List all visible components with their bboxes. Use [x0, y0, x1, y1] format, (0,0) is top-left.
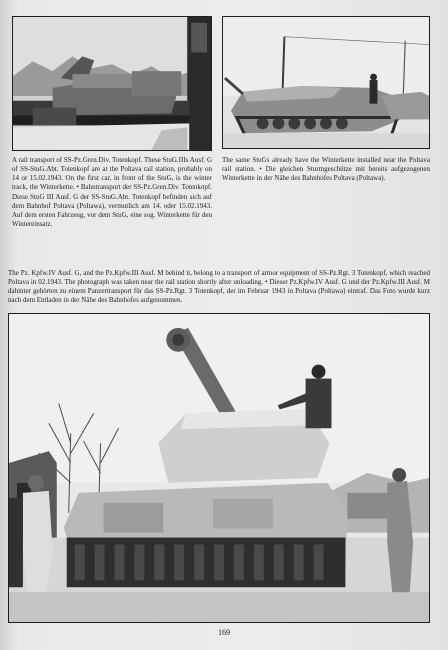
- photo-panzer-iv-poltava-image: [9, 314, 429, 622]
- caption-main-photo-separator: •: [265, 278, 270, 287]
- photo-stug-rail-transport: [12, 16, 212, 151]
- caption-top-left-separator: •: [76, 183, 81, 192]
- photo-stug-winterkette: [222, 16, 430, 149]
- caption-top-right-separator: •: [259, 165, 266, 174]
- caption-top-left-english: A rail transport of SS-Pz.Gren.Div. Totenkopf. These StuG.IIIs Ausf. G of SS-StuG.Abt. Totenkopf are at the Poltava rail station, probably on 14 or 15.02.1943. On the first car, in front of the StuG, is the winter track, the Winterkette.: [12, 156, 212, 192]
- caption-top-right-german: Die gleichen Sturmgeschütze mit bereits aufgezogenen Winterkette in der Nähe des Bahnhofes Poltava (Poltawa).: [222, 165, 431, 183]
- page-number: 169: [218, 628, 230, 637]
- caption-top-right: [222, 156, 430, 183]
- caption-top-right-english: The same StuGs already have the Winterkette installed near the Poltava rail station.: [222, 156, 430, 174]
- caption-main-photo-german: Dieser Pz.Kpfw.IV Ausf. G und der Pz.Kpfw.III Ausf. M dahinter gehörten zu einem Panzertransport für das SS-Pz.Rgt. 3 Totenkopf, der im Februar 1943 in Poltava (Poltawa) eintraf. Das Foto wurde kurz nach dem Entladen in der Nähe des Bahnhofes aufgenommen.: [8, 278, 430, 305]
- photo-stug-rail-transport-image: [13, 17, 211, 150]
- caption-main-photo: [8, 269, 430, 306]
- photo-stug-winterkette-image: [223, 17, 429, 148]
- photo-panzer-iv-poltava: [8, 313, 430, 623]
- caption-top-left-german: Bahntransport der SS-Pz.Gren.Div. Totenkopf. Diese StuG III Ausf. G der SS-StuG.Abt. Totenkopf befinden sich auf dem Bahnhof Poltava (Poltawa), vermutlich am 14. oder 15.02.1943. Auf dem ersten Fahrzeug, vor dem StuG, eine sog. Winterkette für den Wintereinsatz.: [12, 183, 212, 229]
- caption-main-photo-english: The Pz. Kpfw.IV Ausf. G, and the Pz.Kpfw.III Ausf. M behind it, belong to a transport of armor equipment of SS-Pz.Rgt. 3 Totenkopf, which reached Poltava in 02.1943. The photograph was taken near the rail station shortly after unloading.: [8, 269, 430, 287]
- caption-top-left: [12, 156, 212, 229]
